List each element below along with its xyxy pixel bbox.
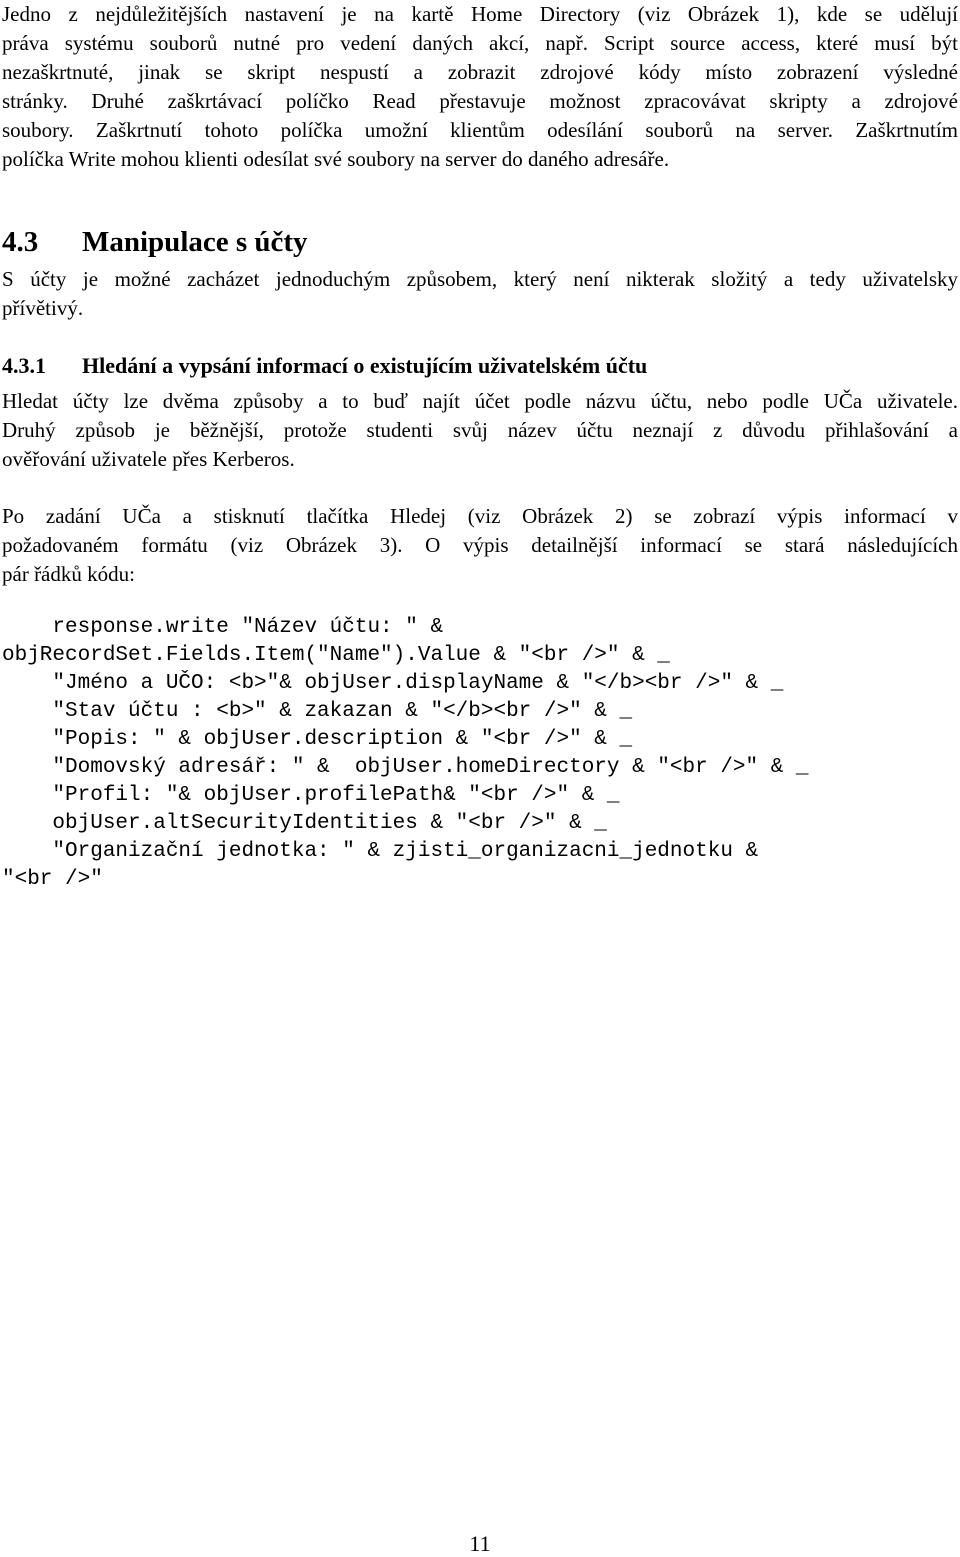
- subsection-p1-line-1: Hledat účty lze dvěma způsoby a to buď najít účet podle názvu účtu, nebo podle UČa uživatele.: [2, 389, 958, 413]
- subsection-heading: [2, 352, 647, 380]
- code-line-3: "Jméno a UČO: <b>"& objUser.displayName & "</b><br />" & _: [2, 672, 784, 695]
- section-number: 4.3: [2, 226, 39, 258]
- section-paragraph: [2, 265, 958, 323]
- intro-line-2: práva systému souborů nutné pro vedení daných akcí, např. Script source access, které musí být: [2, 31, 958, 55]
- section-title: Manipulace s účty: [82, 226, 308, 258]
- intro-line-6: políčka Write mohou klienti odesílat své soubory na server do daného adresáře.: [2, 147, 670, 171]
- intro-line-1: Jedno z nejdůležitějších nastavení je na kartě Home Directory (viz Obrázek 1), kde se udělují: [2, 2, 958, 26]
- intro-line-5: soubory. Zaškrtnutí tohoto políčka umožní klientům odesílání souborů na server. Zaškrtnutím: [2, 118, 958, 142]
- subsection-p2-line-3: pár řádků kódu:: [2, 562, 135, 586]
- section-line-2: přívětivý.: [2, 296, 84, 320]
- code-line-5: "Popis: " & objUser.description & "<br />" & _: [2, 728, 633, 751]
- subsection-paragraph-1: [2, 387, 958, 474]
- code-block: [2, 614, 958, 894]
- subsection-title: Hledání a vypsání informací o existujícím uživatelském účtu: [82, 353, 648, 378]
- code-line-10: "<br />": [2, 868, 103, 891]
- intro-paragraph: [2, 0, 958, 174]
- code-line-7: "Profil: "& objUser.profilePath& "<br />" & _: [2, 784, 620, 807]
- intro-line-4: stránky. Druhé zaškrtávací políčko Read přestavuje možnost zpracovávat skripty a zdrojové: [2, 89, 958, 113]
- subsection-number: 4.3.1: [2, 353, 46, 378]
- page-number: 11: [469, 1531, 491, 1556]
- code-line-8: objUser.altSecurityIdentities & "<br />" & _: [2, 812, 607, 835]
- subsection-p2-line-1: Po zadání UČa a stisknutí tlačítka Hledej (viz Obrázek 2) se zobrazí výpis informací v: [2, 504, 958, 528]
- code-line-4: "Stav účtu : <b>" & zakazan & "</b><br />" & _: [2, 700, 633, 723]
- intro-line-3: nezaškrtnuté, jinak se skript nespustí a zobrazit zdrojové kódy místo zobrazení výsledné: [2, 60, 958, 84]
- subsection-p1-line-3: ověřování uživatele přes Kerberos.: [2, 447, 295, 471]
- code-line-9: "Organizační jednotka: " & zjisti_organizacni_jednotku &: [2, 840, 759, 863]
- code-line-2: objRecordSet.Fields.Item("Name").Value & "<br />" & _: [2, 644, 670, 667]
- subsection-p1-line-2: Druhý způsob je běžnější, protože studenti svůj název účtu neznají z důvodu přihlašování a: [2, 418, 958, 442]
- subsection-paragraph-2: [2, 502, 958, 589]
- code-line-6: "Domovský adresář: " & objUser.homeDirectory & "<br />" & _: [2, 756, 809, 779]
- section-heading: [2, 224, 308, 260]
- section-line-1: S účty je možné zacházet jednoduchým způsobem, který není nikterak složitý a tedy uživatelsky: [2, 267, 958, 291]
- code-line-1: response.write "Název účtu: " &: [2, 616, 444, 639]
- subsection-p2-line-2: požadovaném formátu (viz Obrázek 3). O výpis detailnější informací se stará následujících: [2, 533, 958, 557]
